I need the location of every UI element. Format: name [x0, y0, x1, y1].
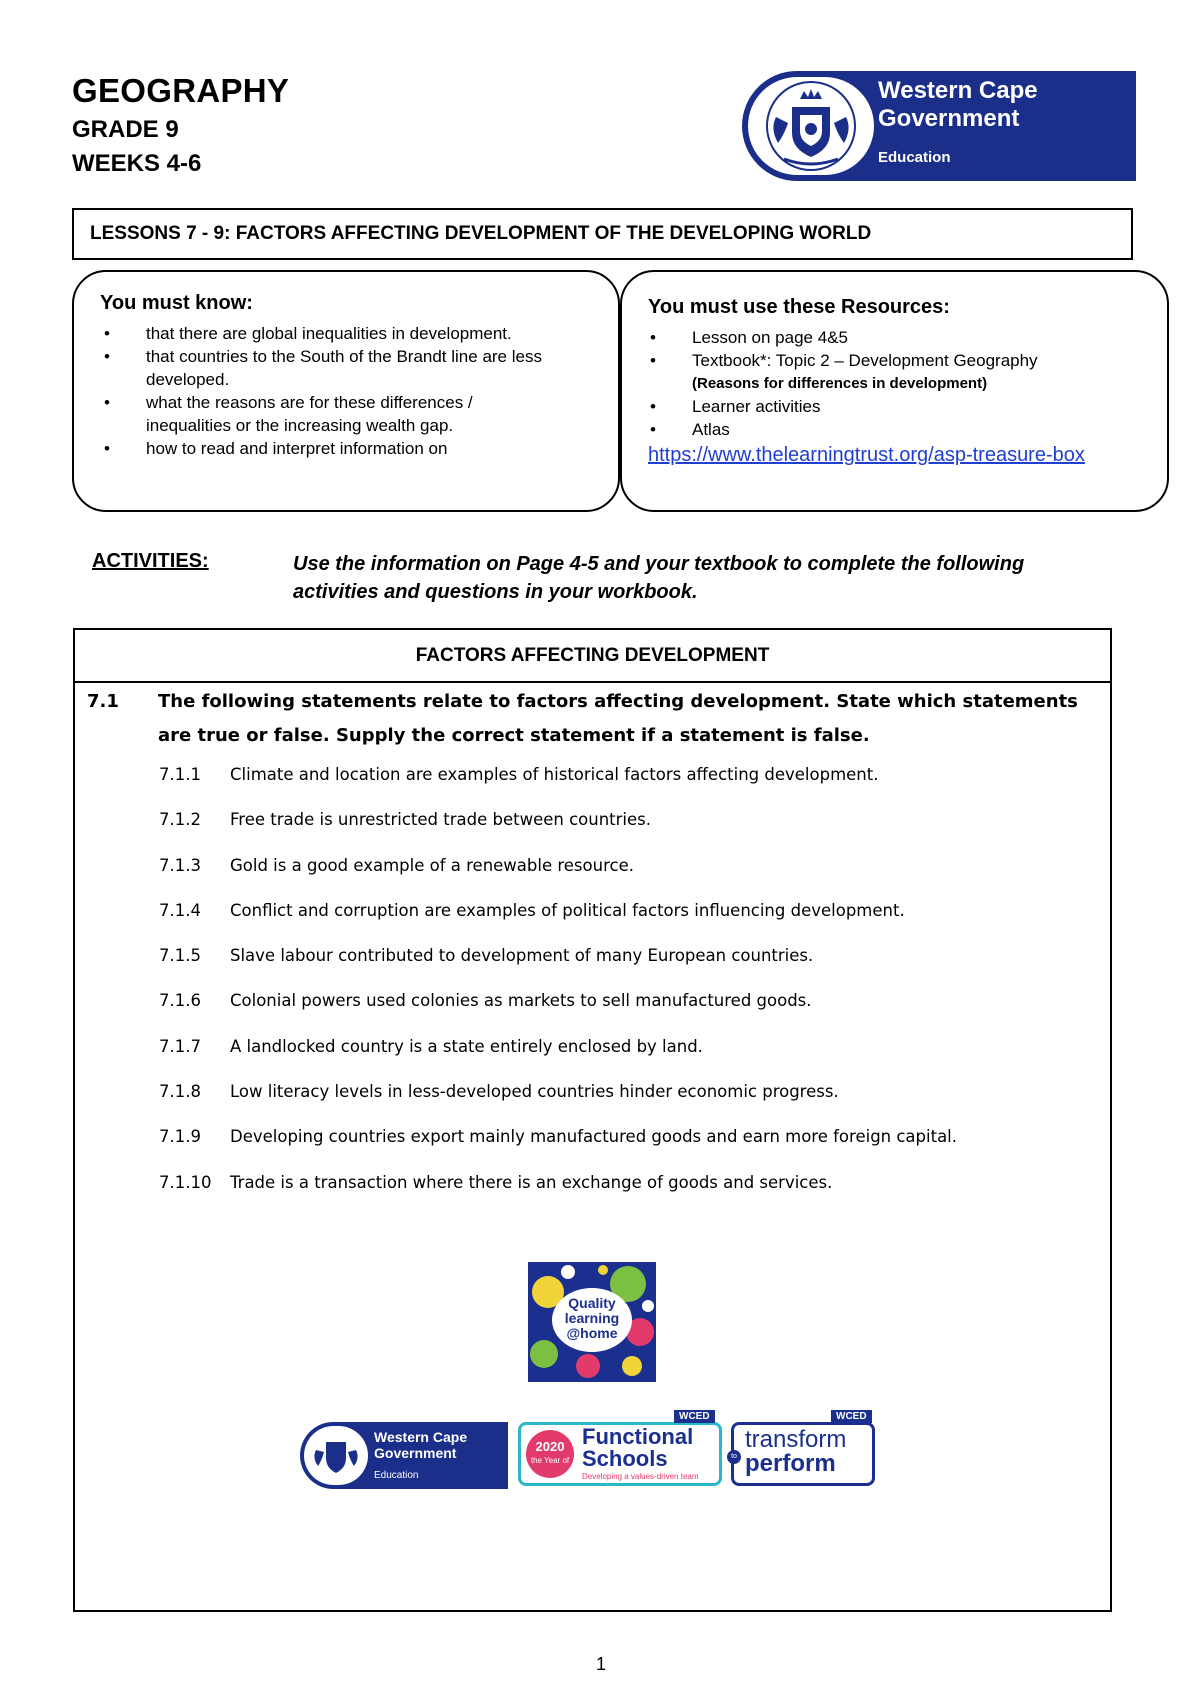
must-know-list [82, 322, 542, 460]
list-item: 7.1.7 A landlocked country is a state entirely enclosed by land. [159, 1036, 703, 1056]
list-item: • Atlas [628, 418, 1158, 441]
resources-note: (Reasons for differences in development) [692, 375, 988, 392]
activities-instructions: Use the information on Page 4-5 and your textbook to complete the following activities and questions in your workbook. [293, 553, 1025, 603]
weeks-label: WEEKS 4-6 [72, 150, 202, 177]
must-know-box [72, 270, 620, 512]
transform-to-perform-logo: WCED to transform perform [731, 1410, 875, 1492]
functional-schools-logo: WCED 2020 the Year of Functional Schools Developing a values-driven team [518, 1410, 722, 1492]
western-cape-government-small-logo: Western Cape Government Education [300, 1422, 508, 1489]
lesson-title: LESSONS 7 - 9: FACTORS AFFECTING DEVELOPMENT OF THE DEVELOPING WORLD [90, 223, 872, 244]
question-number: 7.1 [87, 691, 119, 712]
western-cape-government-logo [742, 71, 1136, 181]
quality-learning-logo: Quality learning @home [528, 1262, 656, 1382]
resources-box [620, 270, 1169, 512]
logo-subtitle: Education [878, 149, 951, 166]
subject-title: GEOGRAPHY [72, 72, 290, 109]
list-item: 7.1.6 Colonial powers used colonies as markets to sell manufactured goods. [159, 991, 812, 1011]
list-item: 7.1.5 Slave labour contributed to development of many European countries. [159, 946, 814, 966]
crest-icon [748, 77, 874, 175]
resources-link[interactable]: https://www.thelearningtrust.org/asp-treasure-box [648, 444, 1085, 466]
resources-title: You must use these Resources: [648, 296, 950, 318]
list-item: • Learner activities [628, 395, 1158, 418]
list-item: 7.1.2 Free trade is unrestricted trade between countries. [159, 810, 651, 830]
table-heading: FACTORS AFFECTING DEVELOPMENT [75, 630, 1110, 683]
list-item: • what the reasons are for these differences / inequalities or the increasing wealth gap. [82, 391, 542, 437]
resources-list [628, 326, 1158, 441]
crest-icon [304, 1426, 368, 1485]
list-item: • Textbook*: Topic 2 – Development Geography (Reasons for differences in development) [628, 349, 1158, 395]
list-item: • how to read and interpret information on [82, 437, 542, 460]
logo-name: Western Cape Government [878, 77, 1038, 132]
list-item: 7.1.4 Conflict and corruption are examples of political factors influencing development. [159, 900, 905, 920]
question-text: The following statements relate to factors affecting development. State which statements are true or false. Supply the correct statement if a statement is false. [158, 691, 1078, 746]
statement-list [159, 765, 957, 1218]
list-item: 7.1.9 Developing countries export mainly manufactured goods and earn more foreign capital. [159, 1127, 958, 1147]
lesson-title-box [72, 208, 1133, 260]
must-know-title: You must know: [100, 292, 253, 314]
list-item: 7.1.8 Low literacy levels in less-developed countries hinder economic progress. [159, 1082, 839, 1102]
list-item: • Lesson on page 4&5 [628, 326, 1158, 349]
list-item: 7.1.3 Gold is a good example of a renewable resource. [159, 855, 634, 875]
activities-label: ACTIVITIES: [92, 550, 209, 572]
list-item: • that countries to the South of the Brandt line are less developed. [82, 345, 542, 391]
list-item: 7.1.10 Trade is a transaction where there is an exchange of goods and services. [159, 1172, 833, 1192]
list-item: • that there are global inequalities in development. [82, 322, 542, 345]
grade-label: GRADE 9 [72, 116, 179, 143]
page-number: 1 [596, 1654, 607, 1674]
list-item: 7.1.1 Climate and location are examples of historical factors affecting development. [159, 765, 879, 784]
